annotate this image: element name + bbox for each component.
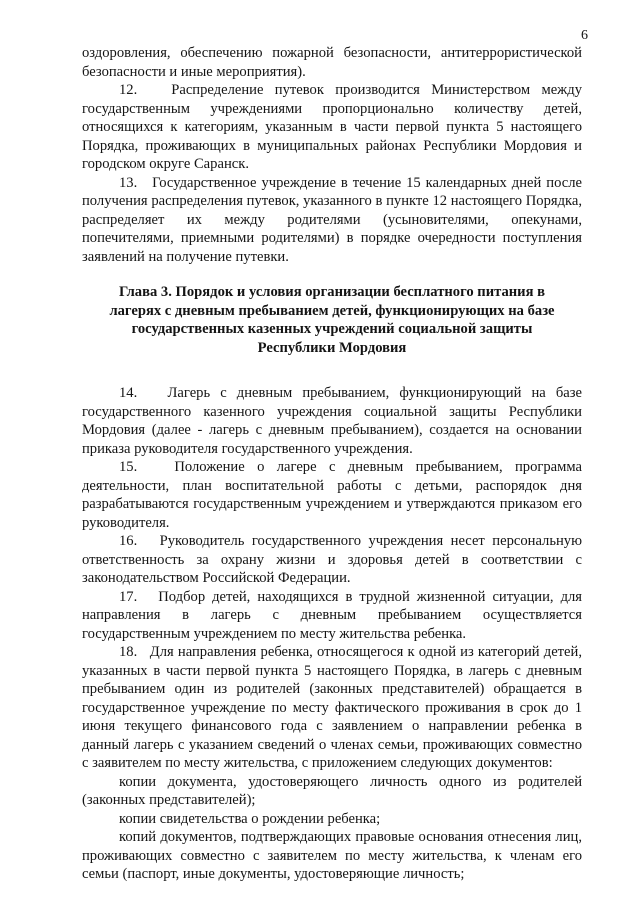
- paragraph-12: 12. Распределение путевок производится Министерством между государственным учреждениями пропорционально количеству детей, относящихся к категориям, указанным в части первой пункта 5 настоящего Порядка, проживающих в муниципальных районах Республики Мордовия и городском округе Саранск.: [82, 82, 582, 172]
- chapter-heading-line: государственных казенных учреждений социальной защиты: [131, 321, 533, 337]
- list-item-parent-id: копии документа, удостоверяющего личность одного из родителей (законных представителей);: [82, 773, 582, 808]
- chapter-heading-line: Республики Мордовия: [257, 339, 407, 356]
- list-item-family-documents: копий документов, подтверждающих правовые основания отнесения лиц, проживающих совместно с заявителем по месту жительства, к членам его семьи (паспорт, иные документы, удостоверяющие личность;: [82, 829, 582, 882]
- paragraph-13: 13. Государственное учреждение в течение 15 календарных дней после получения распределения путевок, указанного в пункте 12 настоящего Порядка, распределяет их между родителями (усыновителями, опекунами, попечителями, приемными родителями) в порядке очередности поступления заявлений на получение путевки.: [82, 174, 582, 265]
- paragraph-15: 15. Положение о лагере с дневным пребыванием, программа деятельности, план воспитательной работы с детьми, распорядок дня разрабатываются государственным учреждением и утверждаются приказом его руководителя.: [82, 459, 582, 531]
- paragraph-14: 14. Лагерь с дневным пребыванием, функционирующий на базе государственного казенного учреждения социальной защиты Республики Мордовия (далее - лагерь с дневным пребыванием), создается на основании приказа руководителя государственного учреждения.: [82, 385, 582, 457]
- list-item-birth-certificate: копии свидетельства о рождении ребенка;: [119, 810, 381, 827]
- page-number: 6: [581, 28, 588, 43]
- paragraph-17: 17. Подбор детей, находящихся в трудной жизненной ситуации, для направления в лагерь с дневным пребыванием осуществляется государственным учреждением по месту жительства ребенка.: [82, 588, 582, 642]
- chapter-heading-line: Глава 3. Порядок и условия организации бесплатного питания в: [118, 284, 545, 300]
- document-body: [82, 44, 582, 884]
- paragraph-16: 16. Руководитель государственного учреждения несет персональную ответственность за охрану жизни и здоровья детей в соответствии с законодательством Российской Федерации.: [82, 533, 582, 586]
- paragraph-continuation: оздоровления, обеспечению пожарной безопасности, антитеррористической безопасности и иные мероприятия).: [82, 45, 582, 80]
- chapter-heading: [82, 283, 582, 357]
- chapter-heading-line: лагерях с дневным пребыванием детей, функционирующих на базе: [109, 302, 555, 319]
- paragraph-18: 18. Для направления ребенка, относящегося к одной из категорий детей, указанных в части первой пункта 5 настоящего Порядка, в лагерь с дневным пребыванием один из родителей (законных представителей) обращается в государственное учреждение по месту фактического проживания в срок до 1 июня текущего финансового года с заявлением о направлении ребенка в данный лагерь с указанием сведений о членах семьи, проживающих совместно с заявителем по месту жительства, с приложением следующих документов:: [82, 644, 582, 771]
